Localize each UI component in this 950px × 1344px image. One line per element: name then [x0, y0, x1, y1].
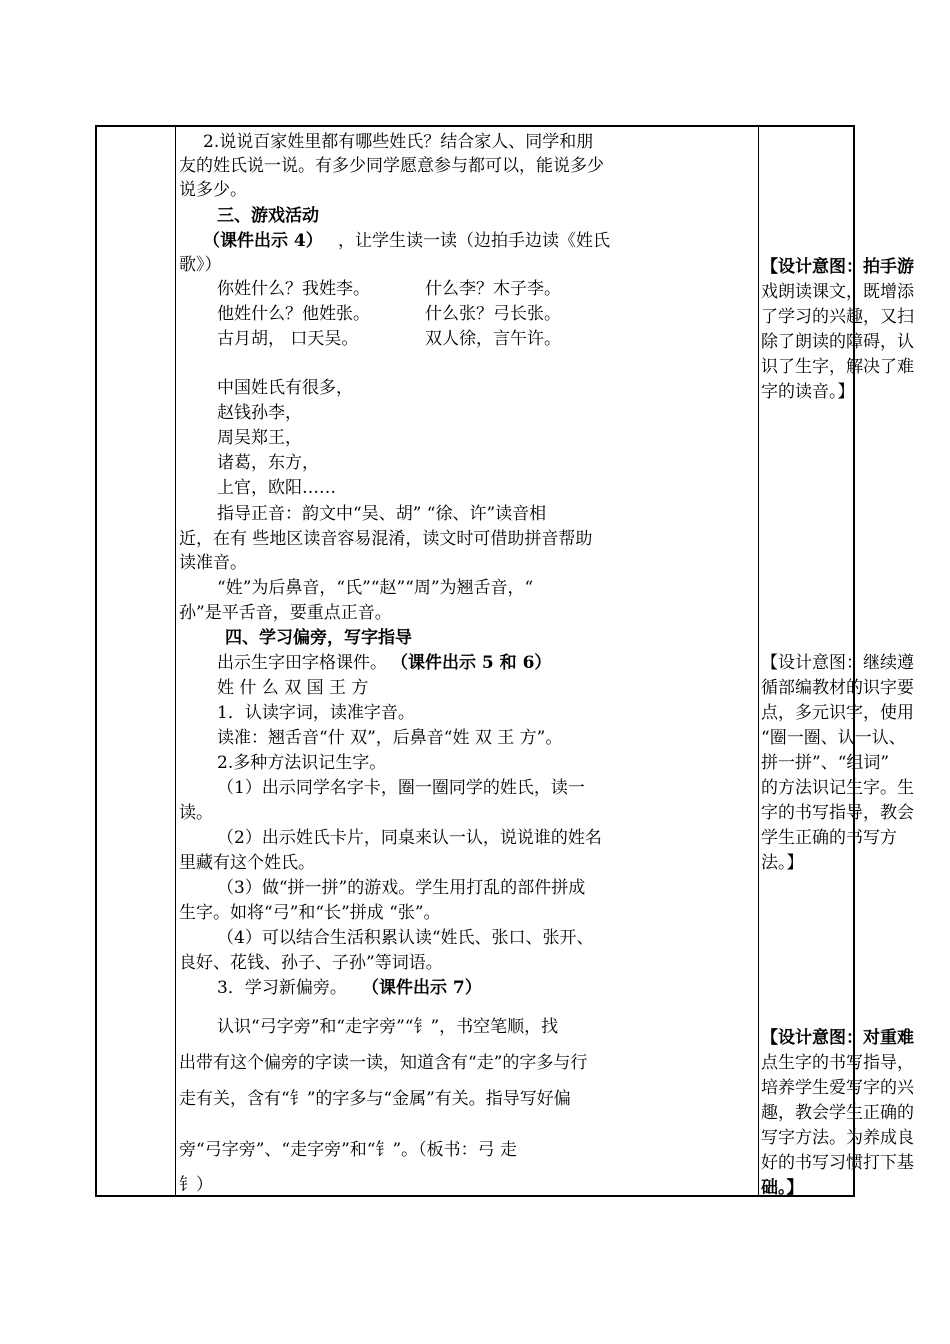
text-line: （4）可以结合生活积累认读“姓氏、张口、张开、 — [217, 928, 594, 948]
text-line: 指导正音：韵文中“吴、胡” “徐、许”读音相 — [217, 504, 547, 524]
text-line: 里藏有这个姓氏。 — [179, 853, 315, 873]
text-line: 出示生字田字格课件。 — [217, 653, 387, 673]
note-line: 点，多元识字，使用 — [761, 703, 914, 723]
note-line: 识了生字，解决了难 — [761, 357, 914, 377]
rhyme-line: 古月胡， 口天吴。 — [217, 329, 359, 349]
text-line: 良好、花钱、孙子、子孙”等词语。 — [179, 953, 443, 973]
text-line: ，让学生读一读（边拍手边读《姓氏 — [338, 231, 610, 251]
text-line: （1）出示同学名字卡，圈一圈同学的姓氏，读一 — [217, 778, 585, 798]
note-line: 戏朗读课文，既增添 — [761, 282, 914, 302]
note-line: 培养学生爱写字的兴 — [761, 1078, 914, 1098]
character-list: 姓 什 么 双 国 王 方 — [217, 678, 369, 698]
text-line: 出带有这个偏旁的字读一读，知道含有“走”的字多与行 — [179, 1053, 588, 1073]
section-heading: 三、游戏活动 — [217, 206, 319, 226]
lesson-plan-table — [95, 125, 914, 1198]
text-line: 歌》） — [179, 255, 222, 275]
rhyme-line: 他姓什么？他姓张。 — [217, 304, 370, 324]
text-line: 走有关，含有“钅”的字多与“金属”有关。指导写好偏 — [179, 1089, 571, 1109]
note-line: 【设计意图：对重难 — [761, 1028, 914, 1048]
note-line: 写字方法。为养成良 — [761, 1128, 914, 1148]
courseware-note: （课件出示 7） — [362, 978, 482, 998]
text-line: 3．学习新偏旁。 — [217, 978, 347, 998]
note-line: 循部编教材的识字要 — [761, 678, 914, 698]
rhyme-line: 中国姓氏有很多， — [217, 378, 353, 398]
text-line: 说多少。 — [179, 180, 247, 200]
rhyme-line: 双人徐，言午许。 — [425, 329, 561, 349]
rhyme-line: 什么李？木子李。 — [425, 279, 561, 299]
rhyme-line: 赵钱孙李， — [217, 403, 302, 423]
courseware-note: （课件出示 5 和 6） — [391, 653, 552, 673]
note-line: 好的书写习惯打下基 — [761, 1153, 914, 1173]
note-line: 了学习的兴趣，又扫 — [761, 307, 914, 327]
note-line: 拼一拼”、“组词” — [761, 753, 890, 773]
note-line: 字的书写指导，教会 — [761, 803, 914, 823]
note-line: 趣，教会学生正确的 — [761, 1103, 914, 1123]
note-line: 础。】 — [761, 1178, 804, 1198]
note-line: “圈一圈、认一认、 — [761, 728, 906, 748]
note-line: 学生正确的书写方 — [761, 828, 897, 848]
design-intent-note — [759, 255, 914, 405]
text-line: 读准音。 — [179, 553, 247, 573]
text-line: “姓”为后鼻音，“氏”“赵”“周”为翘舌音，“ — [217, 578, 534, 598]
section-heading: 四、学习偏旁，写字指导 — [225, 628, 412, 648]
note-line: 字的读音。】 — [761, 382, 855, 402]
text-line: 钅） — [179, 1175, 213, 1195]
text-line: 读准：翘舌音“什 双”，后鼻音“姓 双 王 方”。 — [217, 728, 563, 748]
text-line: 2.说说百家姓里都有哪些姓氏？结合家人、同学和朋 — [203, 132, 594, 152]
text-line: 生字。如将“弓”和“长”拼成 “张”。 — [179, 903, 441, 923]
text-line: 孙”是平舌音，要重点正音。 — [179, 603, 392, 623]
note-line: 点生字的书写指导， — [761, 1053, 914, 1073]
text-line: 2.多种方法识记生字。 — [217, 753, 387, 773]
rhyme-line: 诸葛，东方， — [217, 453, 319, 473]
note-line: 【设计意图：拍手游 — [761, 257, 914, 277]
rhyme-line: 你姓什么？我姓李。 — [217, 279, 370, 299]
rhyme-line: 什么张？弓长张。 — [425, 304, 561, 324]
text-line: （3）做“拼一拼”的游戏。学生用打乱的部件拼成 — [217, 878, 586, 898]
note-line: 法。】 — [761, 853, 804, 873]
design-intent-column — [759, 127, 914, 1198]
text-line: 认识“弓字旁”和“走字旁”“钅”，书空笔顺，找 — [217, 1017, 559, 1037]
rhyme-line: 上官，欧阳…… — [217, 478, 336, 498]
text-line: 友的姓氏说一说。有多少同学愿意参与都可以，能说多少 — [179, 156, 604, 176]
text-line: （2）出示姓氏卡片，同桌来认一认，说说谁的姓名 — [217, 828, 602, 848]
design-intent-note — [759, 651, 914, 876]
note-line: 除了朗读的障碍，认 — [761, 332, 914, 352]
note-line: 【设计意图：继续遵 — [761, 653, 914, 673]
note-line: 的方法识记生字。生 — [761, 778, 914, 798]
text-line: 旁“弓字旁”、“走字旁”和“钅”。（板书：弓 走 — [179, 1140, 518, 1160]
design-intent-note — [759, 1026, 914, 1201]
rhyme-line: 周吴郑王， — [217, 428, 302, 448]
courseware-note: （课件出示 4） — [203, 231, 323, 251]
table-left-column — [97, 127, 176, 1195]
text-line: 读。 — [179, 803, 213, 823]
text-line: 1．认读字词，读准字音。 — [217, 703, 415, 723]
text-line: 近，在有 些地区读音容易混淆，读文时可借助拼音帮助 — [179, 529, 593, 549]
teaching-process-column — [176, 127, 759, 1195]
